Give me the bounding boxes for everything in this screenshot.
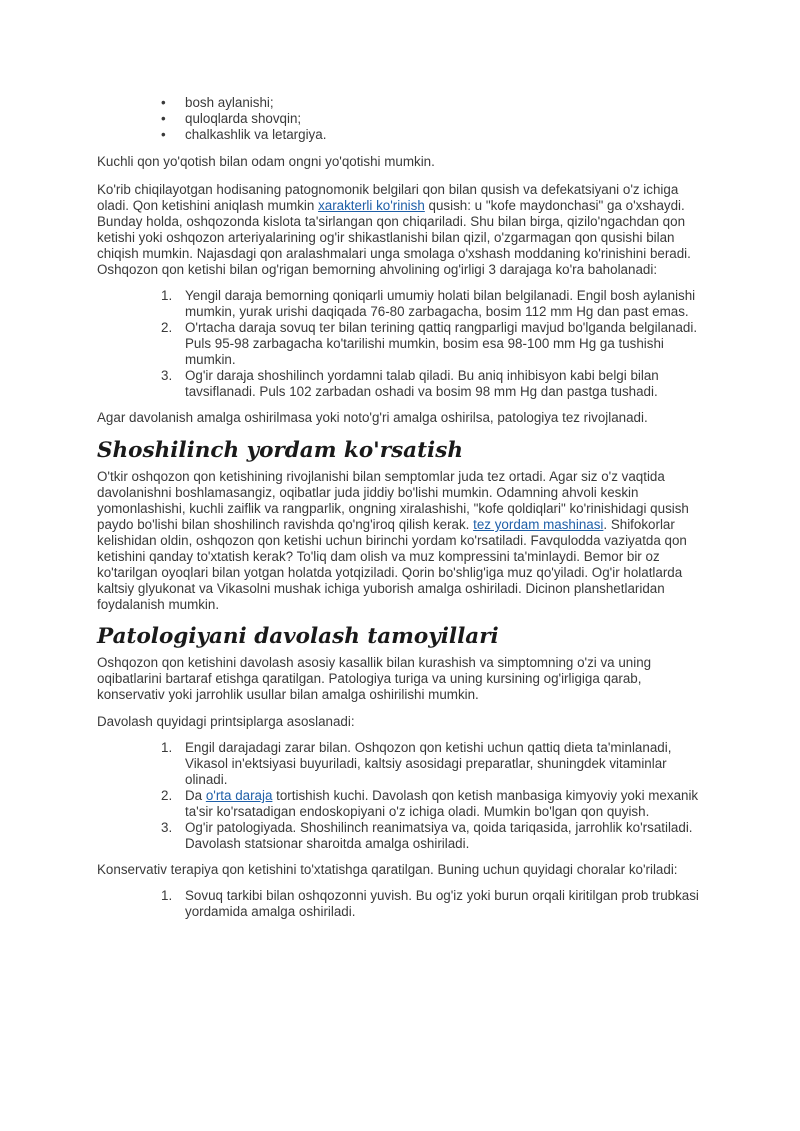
list-item: 2. O'rtacha daraja sovuq ter bilan terining qattiq rangparligi mavjud bo'lganda belgilanadi. Puls 95-98 zarbagacha ko'tarilishi mumkin, bosim esa 98-100 mm Hg ga tushishi mumkin. [161,320,698,367]
list-item: 2. Da o'rta daraja tortishish kuchi. Davolash qon ketish manbasiga kimyoviy yoki mexanik ta'sir ko'rsatadigan endoskopiyani o'z ichiga oladi. Mumkin bo'lgan qon quyish. [161,788,699,819]
bullet-icon: • [161,111,166,126]
section-heading: Patologiyani davolash tamoyillari [97,624,499,649]
list-item: • bosh aylanishi; [161,95,274,110]
paragraph: Agar davolanish amalga oshirilmasa yoki noto'g'ri amalga oshirilsa, patologiya tez rivojlanadi. [97,410,648,425]
bullet-icon: • [161,127,166,142]
paragraph: O'tkir oshqozon qon ketishining rivojlanishi bilan semptomlar juda tez ortadi. Agar siz o'z vaqtida davolanishni boshlamasangiz, oqibatlar juda jiddiy bo'lishi mumkin. Odamning ahvoli keskin yomonlashishi, kuchli zaiflik va rangparlik, ongning xiralashishi, "kofe qoldiqlari" ko'rinishidagi qusish paydo bo'lishi bilan shoshilinch ravishda qo'ng'iroq qilish kerak. tez yordam mashinasi. Shifokorlar kelishidan oldin, oshqozon qon ketishi uchun birinchi yordam ko'rsatiladi. Favqulodda vaziyatda qon ketishini qanday to'xtatish kerak? To'liq dam olish va muz kompressini ta'minlaydi. Bemor bir oz ko'tarilgan oyoqlari bilan yotgan holatda yotqiziladi. Qorin bo'shlig'iga muz qo'yiladi. Og'ir holatlarda kaltsiy glyukonat va Vikasolni mushak ichiga yuborish amalga oshiriladi. Dicinon planshetlaridan foydalanish mumkin. [97,469,689,612]
inline-link[interactable]: tez yordam mashinasi [473,517,604,532]
severity-list [97,288,703,400]
paragraph: Kuchli qon yo'qotish bilan odam ongni yo'qotishi mumkin. [97,154,435,169]
paragraph: Konservativ terapiya qon ketishini to'xtatishga qaratilgan. Buning uchun quyidagi choralar ko'riladi: [97,862,678,877]
section-heading: Shoshilinch yordam ko'rsatish [97,438,463,463]
list-item: • quloqlarda shovqin; [161,111,302,126]
list-item: • chalkashlik va letargiya. [161,127,327,142]
document-body [97,95,703,920]
list-item: 1. Yengil daraja bemorning qoniqarli umumiy holati bilan belgilanadi. Engil bosh aylanishi mumkin, yurak urishi daqiqada 76-80 zarbagacha, bosim 112 mm Hg dan past emas. [161,288,696,319]
paragraph: Oshqozon qon ketishini davolash asosiy kasallik bilan kurashish va simptomning o'zi va uning oqibatlarini bartaraf etishga qaratilgan. Patologiya turiga va uning kursining og'irligiga qarab, konservativ yoki jarrohlik usullar bilan amalga oshirilishi mumkin. [97,655,652,702]
list-item: 1. Sovuq tarkibi bilan oshqozonni yuvish. Bu og'iz yoki burun orqali kiritilgan prob trubkasi yordamida amalga oshiriladi. [161,888,699,919]
inline-link[interactable]: xarakterli ko'rinish [318,198,425,213]
symptom-bullet-list [97,95,703,143]
bullet-icon: • [161,95,166,110]
list-item: 3. Og'ir patologiyada. Shoshilinch reanimatsiya va, qoida tariqasida, jarrohlik ko'rsatiladi. Davolash statsionar sharoitda amalga oshiriladi. [161,820,693,851]
list-item: 3. Og'ir daraja shoshilinch yordamni talab qiladi. Bu aniq inhibisyon kabi belgi bilan tavsiflanadi. Puls 102 zarbadan oshadi va bosim 98 mm Hg dan pastga tushadi. [161,368,659,399]
paragraph: Oshqozon qon ketishi bilan og'rigan bemorning ahvolining og'irligi 3 darajaga ko'ra baholanadi: [97,262,658,277]
treatment-list [97,740,703,852]
paragraph: Ko'rib chiqilayotgan hodisaning patognomonik belgilari qon bilan qusish va defekatsiyani o'z ichiga oladi. Qon ketishini aniqlash mumkin xarakterli ko'rinish qusish: u "kofe maydonchasi" ga o'xshaydi. Bunday holda, oshqozonda kislota ta'sirlangan qon chiqariladi. Shu bilan birga, qizilo'ngachdan qon ketishi yoki oshqozon arteriyalarining og'ir shikastlanishi bilan qizil, o'zgarmagan qon qusishi bilan chiqish mumkin. Najasdagi qon aralashmalari unga smolaga o'xshash moddaning ko'rinishini beradi. [97,182,691,261]
list-item: 1. Engil darajadagi zarar bilan. Oshqozon qon ketishi uchun qattiq dieta ta'minlanadi, Vikasol in'ektsiyasi buyuriladi, kaltsiy asosidagi preparatlar, shuningdek vitaminlar olinadi. [161,740,672,787]
inline-link[interactable]: o'rta daraja [205,788,273,803]
conservative-therapy-list [97,888,703,920]
paragraph: Davolash quyidagi printsiplarga asoslanadi: [97,714,355,729]
